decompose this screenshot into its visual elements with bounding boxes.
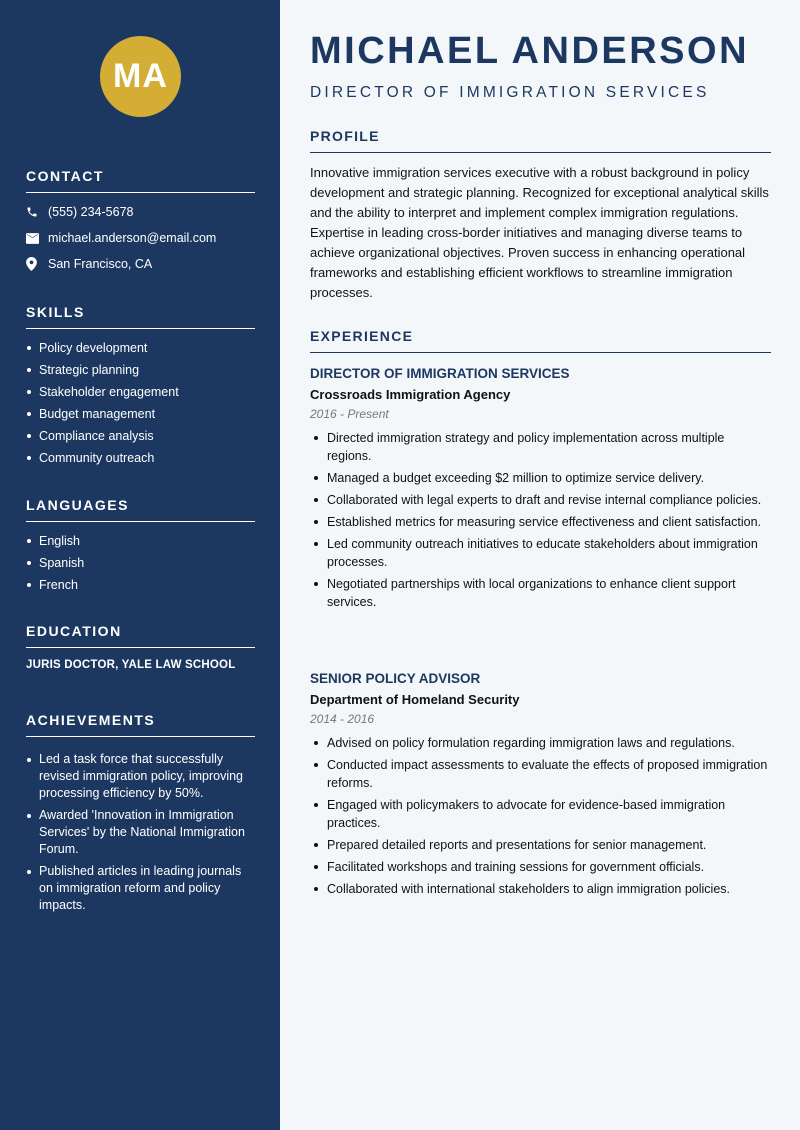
phone-icon [26, 206, 48, 218]
list-item: Budget management [26, 403, 255, 425]
achievements-list [26, 751, 255, 914]
contact-phone-text[interactable]: (555) 234-5678 [48, 205, 134, 219]
list-item: Community outreach [26, 447, 255, 469]
skills-heading: SKILLS [26, 304, 255, 329]
list-item: Led a task force that successfully revised immigration policy, improving processing efficiency by 50%. [26, 751, 255, 802]
list-item: Policy development [26, 337, 255, 359]
candidate-name: MICHAEL ANDERSON [310, 30, 750, 72]
job-title: DIRECTOR OF IMMIGRATION SERVICES [310, 366, 570, 381]
job-bullets [310, 734, 771, 898]
skills-section [26, 304, 255, 469]
job-title: SENIOR POLICY ADVISOR [310, 671, 481, 686]
job-entry [310, 671, 771, 902]
list-item: Managed a budget exceeding $2 million to optimize service delivery. [310, 469, 771, 487]
achievements-heading: ACHIEVEMENTS [26, 712, 255, 737]
list-item: Strategic planning [26, 359, 255, 381]
education-section [26, 623, 255, 671]
languages-heading: LANGUAGES [26, 497, 255, 522]
list-item: Negotiated partnerships with local organizations to enhance client support services. [310, 575, 771, 611]
job-dates: 2016 - Present [310, 407, 389, 421]
list-item: Collaborated with international stakeholders to align immigration policies. [310, 880, 771, 898]
job-company: Crossroads Immigration Agency [310, 387, 511, 402]
list-item: Published articles in leading journals on immigration reform and policy impacts. [26, 863, 255, 914]
list-item: Stakeholder engagement [26, 381, 255, 403]
list-item: Spanish [26, 552, 255, 574]
list-item: Directed immigration strategy and policy implementation across multiple regions. [310, 429, 771, 465]
avatar-initials: MA [113, 57, 168, 95]
job-company: Department of Homeland Security [310, 692, 520, 707]
job-dates: 2014 - 2016 [310, 712, 375, 726]
contact-location-text: San Francisco, CA [48, 257, 153, 271]
list-item: Collaborated with legal experts to draft and revise internal compliance policies. [310, 491, 771, 509]
email-icon [26, 233, 48, 244]
experience-heading: EXPERIENCE [310, 328, 771, 353]
education-heading: EDUCATION [26, 623, 255, 648]
profile-text: Innovative immigration services executive with a robust background in policy development and strategic planning. Recognized for exceptional analytical skills and the ability to interpret and implement complex immigration regulations. Expertise in leading cross-border initiatives and managing diverse teams to achieve organizational objectives. Proven success in enhancing operational frameworks and establishing efficient workflows to streamline immigration processes. [310, 165, 769, 300]
list-item: Conducted impact assessments to evaluate the effects of proposed immigration reforms. [310, 756, 771, 792]
job-entry [310, 366, 771, 615]
contact-location [26, 251, 255, 277]
profile-heading: PROFILE [310, 128, 771, 153]
contact-section [26, 168, 255, 277]
achievements-section [26, 712, 255, 919]
list-item: French [26, 574, 255, 596]
list-item: Awarded 'Innovation in Immigration Services' by the National Immigration Forum. [26, 807, 255, 858]
list-item: Engaged with policymakers to advocate for evidence-based immigration practices. [310, 796, 771, 832]
list-item: Established metrics for measuring service effectiveness and client satisfaction. [310, 513, 771, 531]
contact-heading: CONTACT [26, 168, 255, 193]
skills-list [26, 337, 255, 469]
list-item: Compliance analysis [26, 425, 255, 447]
list-item: English [26, 530, 255, 552]
list-item: Prepared detailed reports and presentations for senior management. [310, 836, 771, 854]
list-item: Led community outreach initiatives to educate stakeholders about immigration processes. [310, 535, 771, 571]
candidate-title: DIRECTOR OF IMMIGRATION SERVICES [310, 84, 710, 101]
education-entry: JURIS DOCTOR, YALE LAW SCHOOL [26, 659, 236, 671]
sidebar [0, 0, 280, 1130]
contact-email [26, 225, 255, 251]
location-pin-icon [26, 257, 48, 271]
list-item: Advised on policy formulation regarding immigration laws and regulations. [310, 734, 771, 752]
contact-email-text[interactable]: michael.anderson@email.com [48, 231, 217, 245]
avatar [100, 36, 181, 117]
languages-section [26, 497, 255, 596]
languages-list [26, 530, 255, 596]
list-item: Facilitated workshops and training sessions for government officials. [310, 858, 771, 876]
job-bullets [310, 429, 771, 611]
contact-phone [26, 199, 255, 225]
